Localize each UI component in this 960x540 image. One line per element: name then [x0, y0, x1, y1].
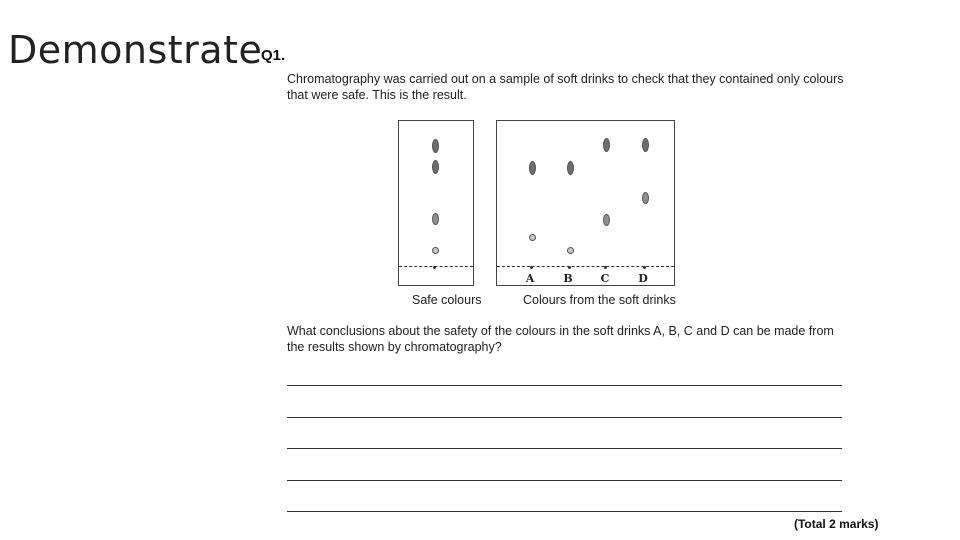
drinks-baseline [497, 266, 674, 267]
question-number: Q1. [261, 47, 286, 64]
question-intro: Chromatography was carried out on a sample of soft drinks to check that they contained only colours that were safe. This is the result. [287, 72, 844, 102]
safe-colours-caption: Safe colours [412, 293, 482, 307]
answer-line-3[interactable] [287, 448, 842, 449]
safe-colours-plate [398, 120, 474, 286]
safe-spot-1 [432, 139, 439, 153]
lane-label-b: B [563, 272, 573, 285]
soft-drinks-plate [496, 120, 675, 286]
lane-c-spot-1 [603, 138, 610, 152]
question-prompt: What conclusions about the safety of the colours in the soft drinks A, B, C and D can be made from the results shown by chromatography? [287, 324, 834, 354]
lane-label-a: A [525, 272, 535, 285]
lane-label-d: D [638, 272, 648, 285]
soft-drinks-caption: Colours from the soft drinks [523, 293, 676, 307]
lane-d-spot-1 [642, 138, 649, 152]
lane-d-spot-2 [642, 192, 649, 204]
answer-line-2[interactable] [287, 417, 842, 418]
safe-spot-3 [432, 213, 439, 225]
safe-spot-4 [432, 247, 439, 254]
lane-b-spot-1 [567, 161, 574, 175]
lane-a-spot-2 [529, 234, 536, 241]
answer-line-5[interactable] [287, 511, 842, 512]
answer-line-4[interactable] [287, 480, 842, 481]
lane-a-spot-1 [529, 161, 536, 175]
answer-line-1[interactable] [287, 385, 842, 386]
safe-spot-2 [432, 160, 439, 174]
total-marks: (Total 2 marks) [794, 517, 879, 531]
lane-c-spot-2 [603, 214, 610, 226]
safe-baseline [399, 266, 473, 267]
slide-title: Demonstrate [8, 28, 263, 72]
lane-label-c: C [600, 272, 610, 285]
safe-origin-dot [433, 266, 436, 269]
lane-b-spot-2 [567, 247, 574, 254]
